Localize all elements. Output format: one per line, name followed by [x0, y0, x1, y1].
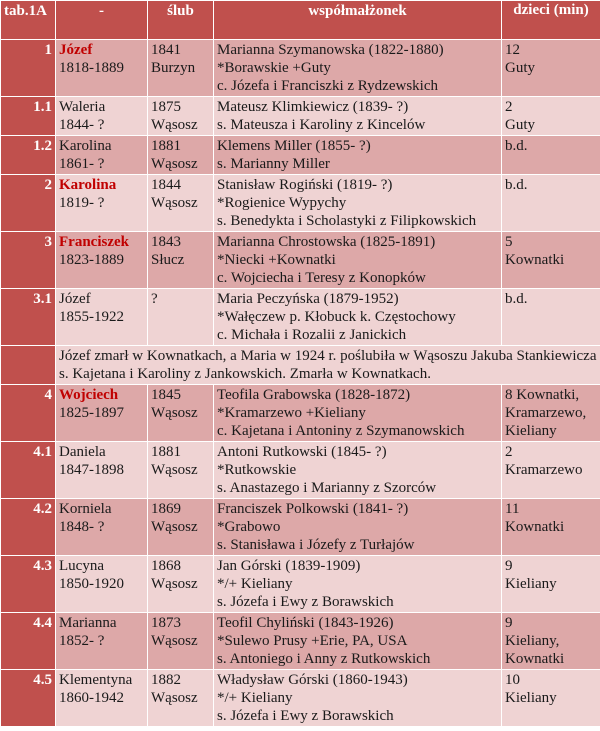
marriage-cell: [148, 556, 214, 613]
person-years: 1860-1942: [59, 690, 124, 706]
spouse-parents: c. Michała i Rozalii z Janickich: [217, 327, 407, 343]
note-row: [1, 346, 600, 385]
children-cell: [502, 97, 600, 136]
marriage-year: 1881: [151, 138, 181, 154]
person-years: 1823-1889: [59, 252, 124, 268]
children-cell: [502, 289, 600, 346]
spouse-name: Teofila Grabowska (1828-1872): [217, 387, 411, 403]
person-name: Korniela: [59, 501, 112, 517]
row-id: 4.5: [1, 670, 56, 727]
spouse-name: Klemens Miller (1855- ?): [217, 138, 371, 154]
marriage-year: 1868: [151, 558, 181, 574]
marriage-cell: [148, 499, 214, 556]
marriage-place: Słucz: [151, 252, 185, 268]
spouse-parents: c. Wojciecha i Teresy z Konopków: [217, 270, 426, 286]
spouse-parents: c. Józefa i Franciszki z Rydzewskich: [217, 78, 438, 94]
person-years: 1819- ?: [59, 195, 105, 211]
row-id: 1.2: [1, 136, 56, 175]
children-place: Kieliany: [505, 690, 557, 706]
spouse-name: Marianna Szymanowska (1822-1880): [217, 42, 444, 58]
marriage-year: 1841: [151, 42, 181, 58]
children-cell: [502, 385, 600, 442]
marriage-year: 1881: [151, 444, 181, 460]
marriage-cell: [148, 136, 214, 175]
marriage-cell: [148, 40, 214, 97]
person-cell: [56, 97, 148, 136]
person-years: 1852- ?: [59, 633, 105, 649]
person-years: 1848- ?: [59, 519, 105, 535]
person-years: 1855-1922: [59, 309, 124, 325]
table-row: [1, 442, 600, 499]
spouse-cell: [214, 40, 502, 97]
spouse-cell: [214, 670, 502, 727]
spouse-detail: *Wałęczew p. Kłobuck k. Częstochowy: [217, 309, 456, 325]
row-id: 4.4: [1, 613, 56, 670]
person-cell: [56, 136, 148, 175]
marriage-cell: [148, 232, 214, 289]
children-count: 5: [505, 234, 513, 250]
spouse-detail: */+ Kieliany: [217, 576, 293, 592]
person-years: 1844- ?: [59, 117, 105, 133]
person-cell: [56, 40, 148, 97]
person-years: 1850-1920: [59, 576, 124, 592]
spouse-name: Stanisław Rogiński (1819- ?): [217, 177, 393, 193]
children-place: Kramarzewo: [505, 462, 583, 478]
table-row: [1, 289, 600, 346]
table-row: [1, 613, 600, 670]
spouse-detail: *Rutkowskie: [217, 462, 297, 478]
person-name: Józef: [59, 291, 91, 307]
header-row: [1, 1, 600, 40]
children-place: Guty: [505, 60, 535, 76]
header-children: dzieci (min): [502, 1, 600, 40]
person-name: Karolina: [59, 177, 117, 193]
person-name: Daniela: [59, 444, 106, 460]
spouse-detail: *Niecki +Kownatki: [217, 252, 336, 268]
row-id: 1: [1, 40, 56, 97]
table-row: [1, 97, 600, 136]
spouse-detail: *Grabowo: [217, 519, 281, 535]
marriage-place: Wąsosz: [151, 195, 198, 211]
marriage-cell: [148, 442, 214, 499]
spouse-cell: [214, 385, 502, 442]
children-place: Guty: [505, 117, 535, 133]
person-name: Józef: [59, 42, 93, 58]
children-cell: [502, 175, 600, 232]
row-id: 1.1: [1, 97, 56, 136]
spouse-parents: s. Józefa i Ewy z Borawskich: [217, 594, 394, 610]
marriage-place: Wąsosz: [151, 156, 198, 172]
children-cell: [502, 232, 600, 289]
spouse-cell: [214, 442, 502, 499]
children-count: 10: [505, 672, 520, 688]
person-years: 1818-1889: [59, 60, 124, 76]
person-name: Franciszek: [59, 234, 129, 250]
table-row: [1, 175, 600, 232]
person-name: Karolina: [59, 138, 112, 154]
spouse-cell: [214, 613, 502, 670]
spouse-parents: s. Anastazego i Marianny z Szorców: [217, 480, 437, 496]
person-cell: [56, 442, 148, 499]
children-place: Kieliany,: [505, 633, 560, 649]
table-row: [1, 232, 600, 289]
children-place: Kownatki: [505, 519, 565, 535]
table-row: [1, 556, 600, 613]
row-id: 2: [1, 175, 56, 232]
header-table-id: tab.1A: [1, 1, 56, 40]
person-years: 1847-1898: [59, 462, 124, 478]
marriage-year: 1843: [151, 234, 181, 250]
marriage-cell: [148, 97, 214, 136]
spouse-name: Władysław Górski (1860-1943): [217, 672, 408, 688]
spouse-detail: s. Marianny Miller: [217, 156, 330, 172]
spouse-cell: [214, 232, 502, 289]
marriage-year: 1869: [151, 501, 181, 517]
spouse-name: Maria Peczyńska (1879-1952): [217, 291, 399, 307]
table-body: [1, 40, 600, 727]
marriage-place: Wąsosz: [151, 519, 198, 535]
children-place: Kieliany: [505, 576, 557, 592]
children-count: b.d.: [505, 177, 528, 193]
person-name: Marianna: [59, 615, 117, 631]
children-count: 8 Kownatki,: [505, 387, 580, 403]
children-cell: [502, 442, 600, 499]
marriage-place: Burzyn: [151, 60, 196, 76]
children-cell: [502, 613, 600, 670]
spouse-parents: s. Benedykta i Scholastyki z Filipkowskich: [217, 213, 477, 229]
children-cell: [502, 136, 600, 175]
person-name: Wojciech: [59, 387, 119, 403]
marriage-cell: [148, 385, 214, 442]
spouse-cell: [214, 136, 502, 175]
children-count: 2: [505, 444, 513, 460]
marriage-place: Wąsosz: [151, 576, 198, 592]
children-cell: [502, 499, 600, 556]
spouse-detail: *Kramarzewo +Kieliany: [217, 405, 366, 421]
marriage-place: Wąsosz: [151, 690, 198, 706]
children-cell: [502, 556, 600, 613]
marriage-cell: [148, 613, 214, 670]
spouse-name: Antoni Rutkowski (1845- ?): [217, 444, 387, 460]
spouse-name: Franciszek Polkowski (1841- ?): [217, 501, 409, 517]
row-id: 4.1: [1, 442, 56, 499]
person-cell: [56, 556, 148, 613]
header-spouse: współmałżonek: [214, 1, 502, 40]
marriage-place: Wąsosz: [151, 462, 198, 478]
marriage-place: [151, 308, 210, 326]
children-place-extra: Kownatki: [505, 651, 565, 667]
note-id-cell: [1, 346, 56, 385]
spouse-name: Jan Górski (1839-1909): [217, 558, 361, 574]
spouse-parents: s. Józefa i Ewy z Borawskich: [217, 708, 394, 724]
marriage-year: 1875: [151, 99, 181, 115]
person-cell: [56, 613, 148, 670]
row-id: 3: [1, 232, 56, 289]
children-count: b.d.: [505, 138, 528, 154]
children-count: b.d.: [505, 291, 528, 307]
children-place: Kownatki: [505, 252, 565, 268]
spouse-detail: *Borawskie +Guty: [217, 60, 331, 76]
person-years: 1861- ?: [59, 156, 105, 172]
header-marriage: ślub: [148, 1, 214, 40]
spouse-detail: s. Mateusza i Karoliny z Kincelów: [217, 117, 426, 133]
table-row: [1, 670, 600, 727]
marriage-year: 1873: [151, 615, 181, 631]
children-count: 11: [505, 501, 520, 517]
table-row: [1, 136, 600, 175]
spouse-detail: *Sulewo Prusy +Erie, PA, USA: [217, 633, 408, 649]
marriage-place: Wąsosz: [151, 633, 198, 649]
children-place-extra: Kieliany: [505, 423, 557, 439]
spouse-detail: */+ Kieliany: [217, 690, 293, 706]
spouse-cell: [214, 97, 502, 136]
row-id: 4.2: [1, 499, 56, 556]
spouse-cell: [214, 175, 502, 232]
children-count: 9: [505, 558, 513, 574]
table-row: [1, 385, 600, 442]
person-years: 1825-1897: [59, 405, 124, 421]
children-count: 9: [505, 615, 513, 631]
marriage-cell: [148, 289, 214, 346]
spouse-name: Marianna Chrostowska (1825-1891): [217, 234, 436, 250]
marriage-year: 1844: [151, 177, 181, 193]
spouse-name: Mateusz Klimkiewicz (1839- ?): [217, 99, 409, 115]
marriage-cell: [148, 175, 214, 232]
person-name: Waleria: [59, 99, 106, 115]
marriage-year: 1845: [151, 387, 181, 403]
person-cell: [56, 385, 148, 442]
marriage-place: Wąsosz: [151, 405, 198, 421]
marriage-year: 1882: [151, 672, 181, 688]
spouse-parents: s. Stanisława i Józefy z Turłajów: [217, 537, 415, 553]
children-cell: [502, 670, 600, 727]
person-name: Klementyna: [59, 672, 133, 688]
spouse-name: Teofil Chyliński (1843-1926): [217, 615, 394, 631]
row-id: 4: [1, 385, 56, 442]
children-cell: [502, 40, 600, 97]
person-cell: [56, 499, 148, 556]
children-place: Kramarzewo,: [505, 405, 587, 421]
marriage-place: Wąsosz: [151, 117, 198, 133]
person-cell: [56, 175, 148, 232]
spouse-cell: [214, 499, 502, 556]
marriage-year: ?: [151, 291, 158, 307]
spouse-cell: [214, 556, 502, 613]
marriage-cell: [148, 670, 214, 727]
spouse-cell: [214, 289, 502, 346]
row-id: 4.3: [1, 556, 56, 613]
person-name: Lucyna: [59, 558, 104, 574]
person-cell: [56, 289, 148, 346]
person-cell: [56, 670, 148, 727]
table-row: [1, 40, 600, 97]
children-count: 2: [505, 99, 513, 115]
children-count: 12: [505, 42, 520, 58]
spouse-parents: c. Kajetana i Antoniny z Szymanowskich: [217, 423, 465, 439]
row-id: 3.1: [1, 289, 56, 346]
table-row: [1, 499, 600, 556]
person-cell: [56, 232, 148, 289]
note-text: Józef zmarł w Kownatkach, a Maria w 1924 r. poślubiła w Wąsoszu Jakuba Stankiewicza s. Kajetana i Karoliny z Jankowskich. Zmarła w Kownatkach.: [56, 346, 600, 385]
spouse-parents: s. Antoniego i Anny z Rutkowskich: [217, 651, 431, 667]
spouse-detail: *Rogienice Wypychy: [217, 195, 347, 211]
header-person: -: [56, 1, 148, 40]
